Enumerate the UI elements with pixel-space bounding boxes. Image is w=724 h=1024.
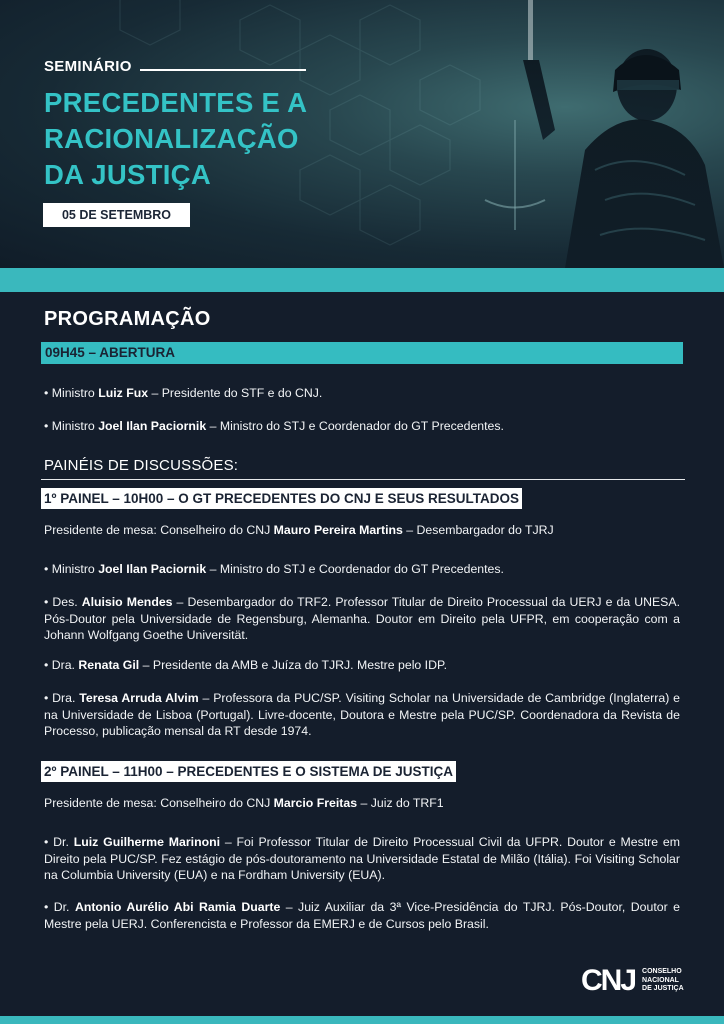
panels-divider: [41, 479, 685, 480]
hero-banner: [0, 0, 724, 268]
panels-heading: PAINÉIS DE DISCUSSÕES:: [44, 457, 239, 474]
panel-2-speaker-1: • Dr. Luiz Guilherme Marinoni – Foi Professor Titular de Direito Processual Civil da UFPR. Doutor e Mestre em Direito pela PUC/SP. Fez estágio de pós-doutoramento na Universidade Estatal de Milão (Itália). Foi Visiting Scholar na Columbia University (EUA) e na Fordham University (EUA).: [44, 835, 680, 882]
opening-speaker-1: • Ministro Luiz Fux – Presidente do STF e do CNJ.: [44, 386, 323, 400]
speaker-name: Marcio Freitas: [273, 796, 358, 810]
speaker-name: Mauro Pereira Martins: [273, 523, 403, 537]
panel-1-chair: Presidente de mesa: Conselheiro do CNJ Mauro Pereira Martins – Desembargador do TJRJ: [44, 523, 554, 537]
speaker-name: Antonio Aurélio Abi Ramia Duarte: [74, 900, 281, 914]
event-title-line-3: DA JUSTIÇA: [44, 159, 211, 190]
panel-1-header: 1º PAINEL – 10H00 – O GT PRECEDENTES DO CNJ E SEUS RESULTADOS: [41, 488, 522, 509]
seminar-label-row: [44, 58, 306, 75]
accent-band: [0, 268, 724, 292]
panel-2-header: 2º PAINEL – 11H00 – PRECEDENTES E O SISTEMA DE JUSTIÇA: [41, 761, 456, 782]
panel-2-speaker-2: • Dr. Antonio Aurélio Abi Ramia Duarte – Juiz Auxiliar da 3ª Vice-Presidência do TJRJ. Pós-Doutor, Doutor e Mestre pela UERJ. Conferencista e Professor da EMERJ e de Cursos pelo Brasil.: [44, 900, 680, 931]
speaker-name: Joel Ilan Paciornik: [98, 419, 207, 433]
speaker-name: Teresa Arruda Alvim: [79, 691, 199, 705]
seminar-label: SEMINÁRIO: [44, 58, 132, 75]
seminar-underline: [140, 69, 306, 71]
speaker-name: Renata Gil: [78, 658, 140, 672]
speaker-name: Luiz Guilherme Marinoni: [73, 835, 221, 849]
speaker-name: Joel Ilan Paciornik: [98, 562, 207, 576]
event-title-line-1: PRECEDENTES E A: [44, 87, 308, 118]
event-date: 05 DE SETEMBRO: [43, 203, 190, 227]
opening-speaker-2: • Ministro Joel Ilan Paciornik – Ministro do STJ e Coordenador do GT Precedentes.: [44, 419, 504, 433]
panel-1-speaker-4: • Dra. Teresa Arruda Alvim – Professora da PUC/SP. Visiting Scholar na Universidade de Cambridge (Inglaterra) e na Universidade de Lisboa (Portugal). Livre-docente, Doutora e Mestre pela PUC/SP. Coordenadora da Revista de Processo, publicação mensal da RT desde 1974.: [44, 691, 681, 738]
panel-1-speaker-2: • Des. Aluisio Mendes – Desembargador do TRF2. Professor Titular de Direito Processual da UERJ e da UNESA. Pós-Doutor pela Universidade de Regensburg, Alemanha. Doutor em Direito pela UFPR, em cooperação com a Johann Wolfgang Goethe Universität.: [44, 595, 680, 642]
program-heading: PROGRAMAÇÃO: [44, 308, 211, 330]
event-title: [44, 85, 464, 193]
panel-2-chair: Presidente de mesa: Conselheiro do CNJ Marcio Freitas – Juiz do TRF1: [44, 796, 444, 810]
cnj-logo-mark: CNJ: [581, 964, 636, 997]
speaker-name: Luiz Fux: [98, 386, 149, 400]
event-title-line-2: RACIONALIZAÇÃO: [44, 123, 299, 154]
panel-1-speaker-3: • Dra. Renata Gil – Presidente da AMB e Juíza do TJRJ. Mestre pelo IDP.: [44, 658, 448, 672]
panel-1-speaker-1: • Ministro Joel Ilan Paciornik – Ministro do STJ e Coordenador do GT Precedentes.: [44, 562, 504, 576]
lady-justice-illustration: [455, 0, 724, 268]
bottom-accent-band: [0, 1016, 724, 1024]
cnj-logo: [581, 966, 712, 996]
opening-session-bar: 09H45 – ABERTURA: [41, 342, 683, 364]
cnj-logo-text: CONSELHO NACIONAL DE JUSTIÇA: [642, 968, 684, 993]
speaker-name: Aluisio Mendes: [81, 595, 173, 609]
